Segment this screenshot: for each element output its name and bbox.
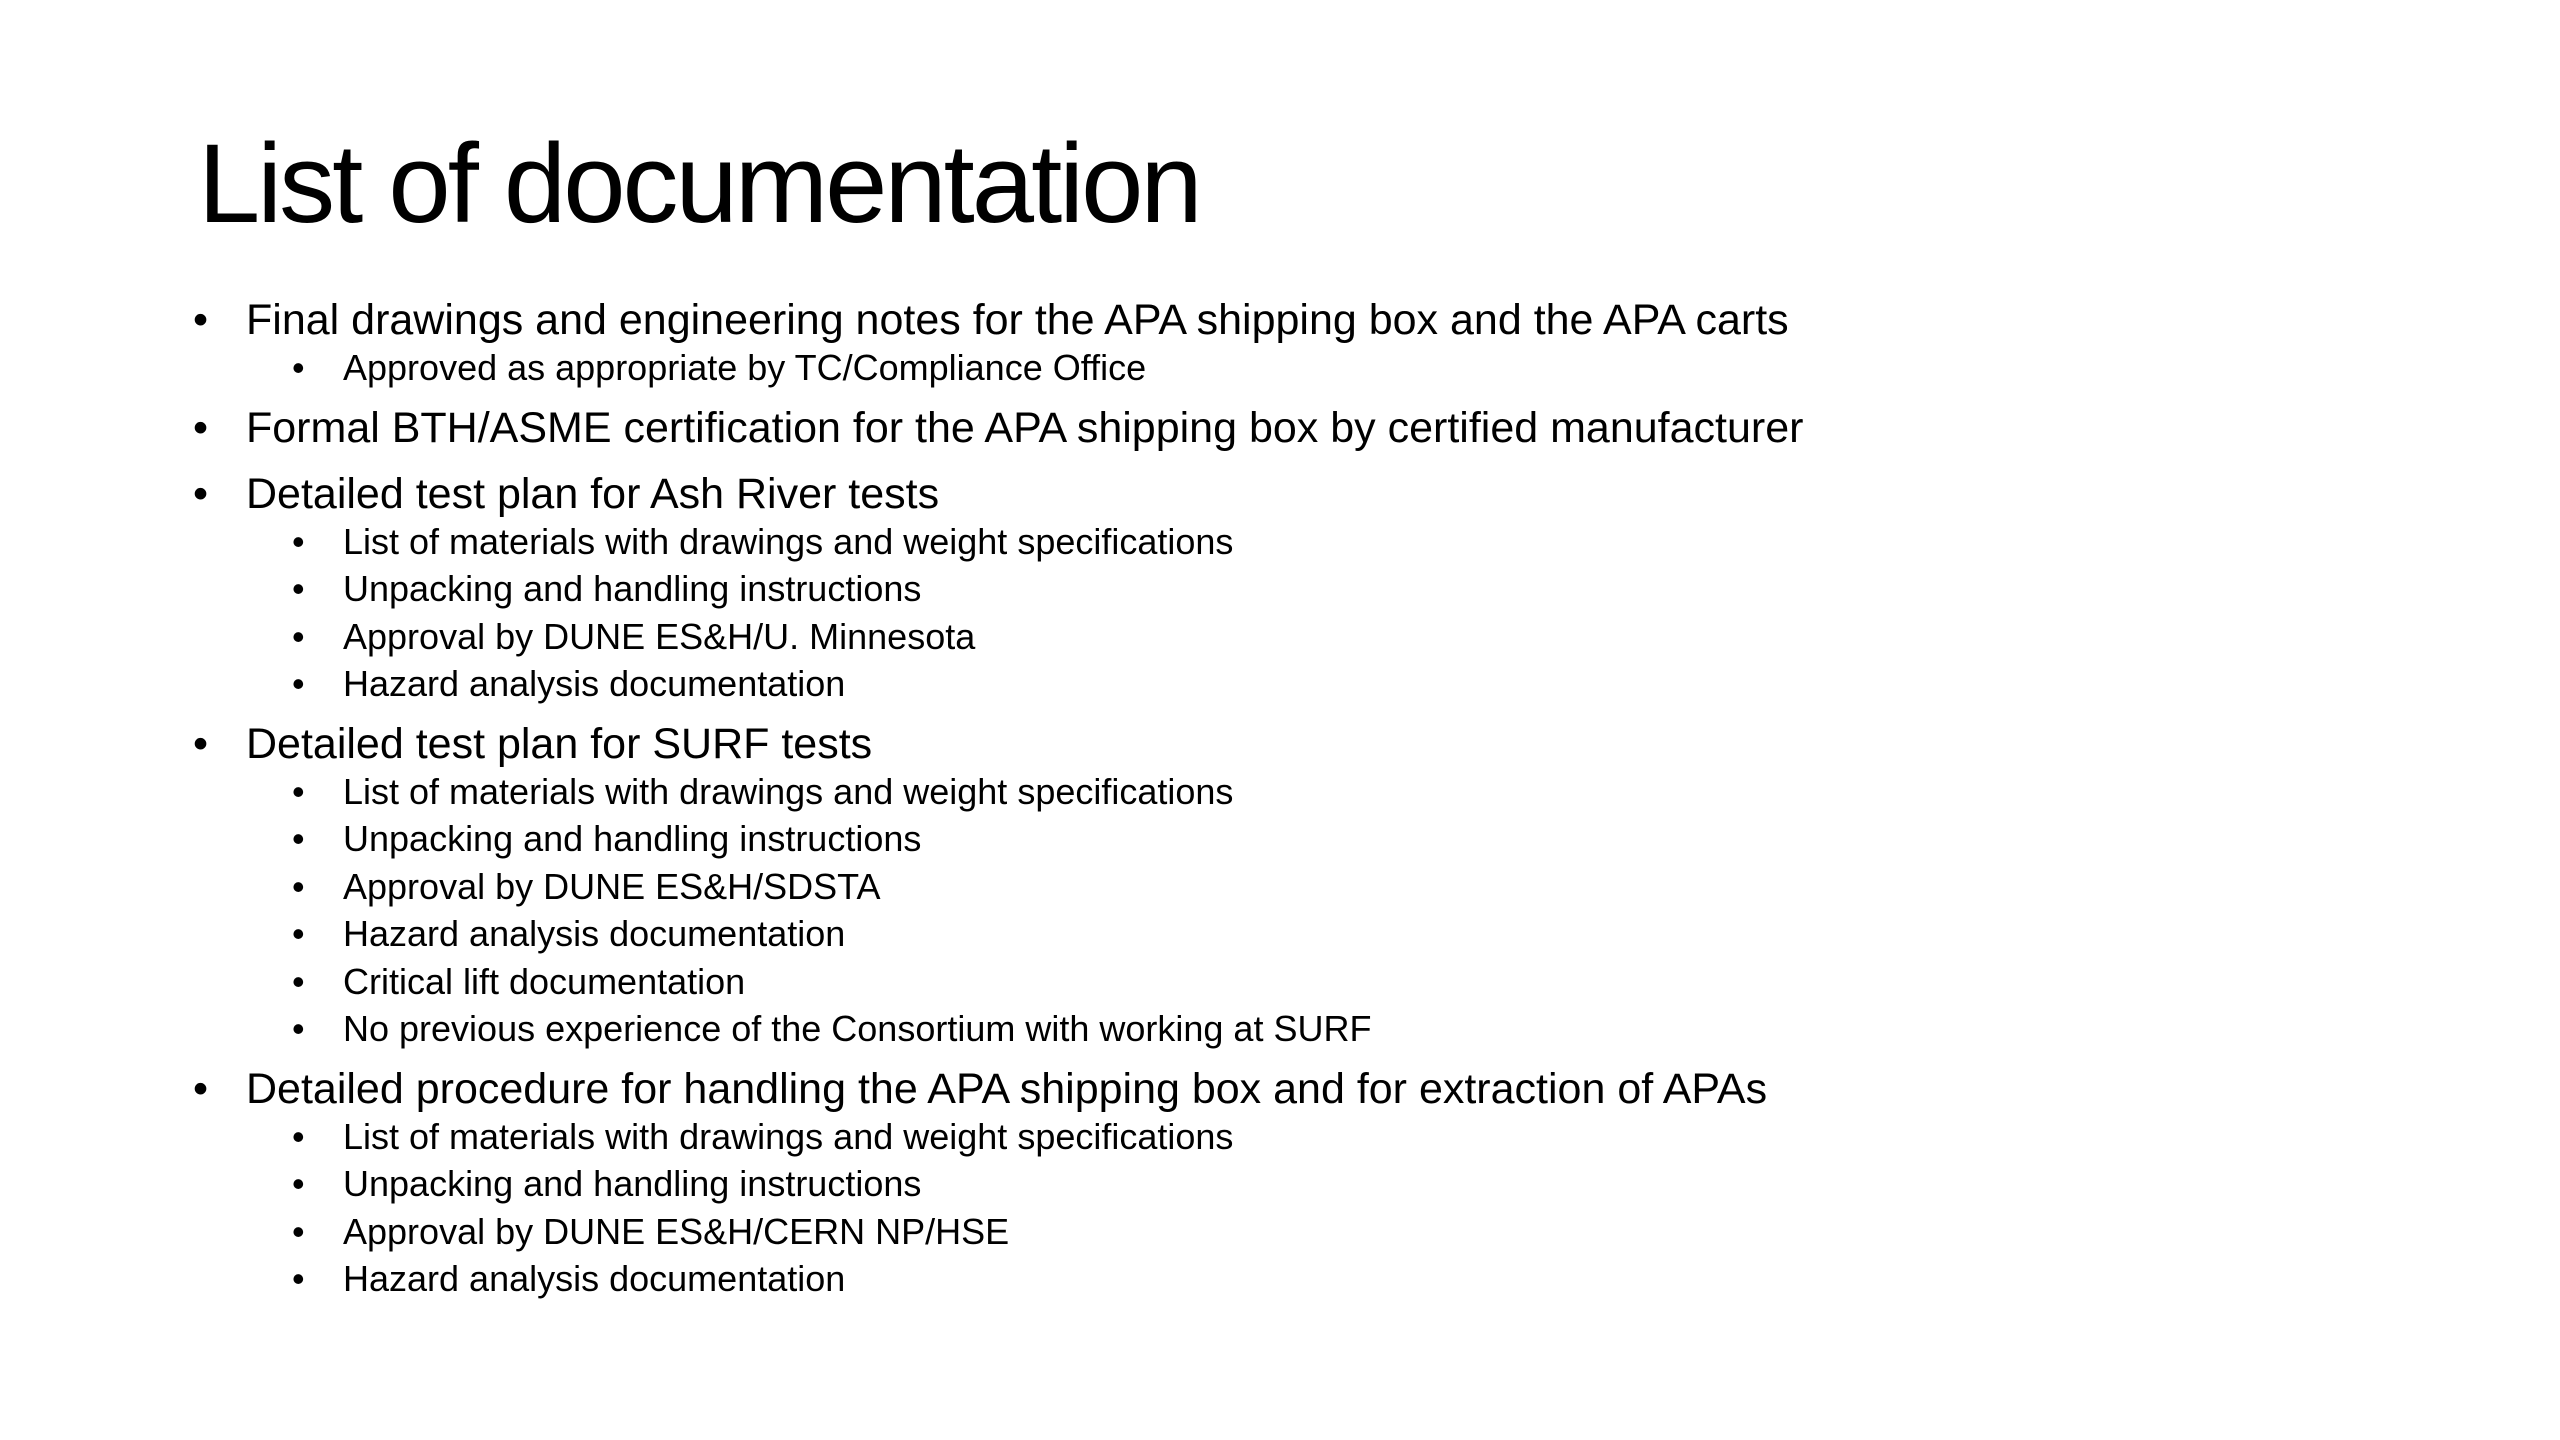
bullet-icon: • <box>292 568 305 609</box>
bullet-text: Detailed test plan for SURF tests <box>246 719 873 768</box>
sub-bullet-text: Approval by DUNE ES&H/SDSTA <box>343 865 881 907</box>
bullet-icon: • <box>193 719 209 768</box>
sub-bullet-item <box>193 565 2393 613</box>
sub-bullet-item <box>193 1113 2393 1161</box>
bullet-text: Formal BTH/ASME certification for the APA shipping box by certified manufacturer <box>246 403 1804 452</box>
sub-bullet-item <box>193 1005 2393 1053</box>
bullet-text: Final drawings and engineering notes for the APA shipping box and the APA carts <box>246 296 1789 344</box>
sub-bullet-item <box>193 910 2393 958</box>
bullet-item <box>193 1059 2393 1303</box>
bullet-icon: • <box>292 663 305 704</box>
sub-bullet-text: List of materials with drawings and weight specifications <box>343 520 1234 562</box>
sub-bullet-list <box>246 518 2393 708</box>
bullet-icon: • <box>292 615 305 657</box>
bullet-icon: • <box>292 1210 305 1252</box>
sub-bullet-item <box>193 863 2393 911</box>
sub-bullet-text: No previous experience of the Consortium with working at SURF <box>343 1008 1372 1049</box>
sub-bullet-text: List of materials with drawings and weight specifications <box>343 770 1234 812</box>
bullet-item <box>193 398 2393 458</box>
bullet-icon: • <box>292 913 305 954</box>
sub-bullet-text: Approval by DUNE ES&H/CERN NP/HSE <box>343 1210 1010 1252</box>
bullet-icon: • <box>292 1115 305 1157</box>
sub-bullet-list <box>246 344 2393 392</box>
bullet-icon: • <box>292 865 305 907</box>
sub-bullet-text: Unpacking and handling instructions <box>343 1163 922 1204</box>
sub-bullet-item <box>193 660 2393 708</box>
bullet-icon: • <box>292 818 305 859</box>
sub-bullet-item <box>193 1160 2393 1208</box>
bullet-icon: • <box>292 1008 305 1049</box>
bullet-icon: • <box>292 1163 305 1204</box>
bullet-icon: • <box>292 960 305 1002</box>
sub-bullet-item <box>193 1208 2393 1256</box>
bullet-icon: • <box>193 296 209 344</box>
sub-bullet-item <box>193 815 2393 863</box>
bullet-icon: • <box>193 1064 209 1113</box>
bullet-text: Detailed test plan for Ash River tests <box>246 469 940 518</box>
bullet-item <box>193 290 2393 392</box>
sub-bullet-text: Hazard analysis documentation <box>343 663 846 704</box>
bullet-icon: • <box>292 1258 305 1299</box>
bullet-item <box>193 464 2393 708</box>
sub-bullet-item <box>193 518 2393 566</box>
sub-bullet-text: Critical lift documentation <box>343 960 746 1002</box>
sub-bullet-text: Approval by DUNE ES&H/U. Minnesota <box>343 615 976 657</box>
sub-bullet-item <box>193 958 2393 1006</box>
slide-title: List of documentation <box>198 121 1200 246</box>
sub-bullet-list <box>246 1113 2393 1303</box>
sub-bullet-item <box>193 344 2393 392</box>
sub-bullet-item <box>193 768 2393 816</box>
sub-bullet-text: Hazard analysis documentation <box>343 913 846 954</box>
sub-bullet-text: Approved as appropriate by TC/Compliance Office <box>343 347 1147 388</box>
bullet-text: Detailed procedure for handling the APA shipping box and for extraction of APAs <box>246 1064 1768 1113</box>
bullet-icon: • <box>292 520 305 562</box>
bullet-list <box>193 290 2393 1309</box>
bullet-icon: • <box>193 469 209 518</box>
sub-bullet-text: Hazard analysis documentation <box>343 1258 846 1299</box>
sub-bullet-text: Unpacking and handling instructions <box>343 568 922 609</box>
sub-bullet-item <box>193 613 2393 661</box>
bullet-icon: • <box>292 347 305 388</box>
sub-bullet-list <box>246 768 2393 1053</box>
bullet-icon: • <box>193 403 209 452</box>
sub-bullet-text: List of materials with drawings and weight specifications <box>343 1115 1234 1157</box>
bullet-icon: • <box>292 770 305 812</box>
sub-bullet-text: Unpacking and handling instructions <box>343 818 922 859</box>
sub-bullet-item <box>193 1255 2393 1303</box>
bullet-item <box>193 714 2393 1053</box>
